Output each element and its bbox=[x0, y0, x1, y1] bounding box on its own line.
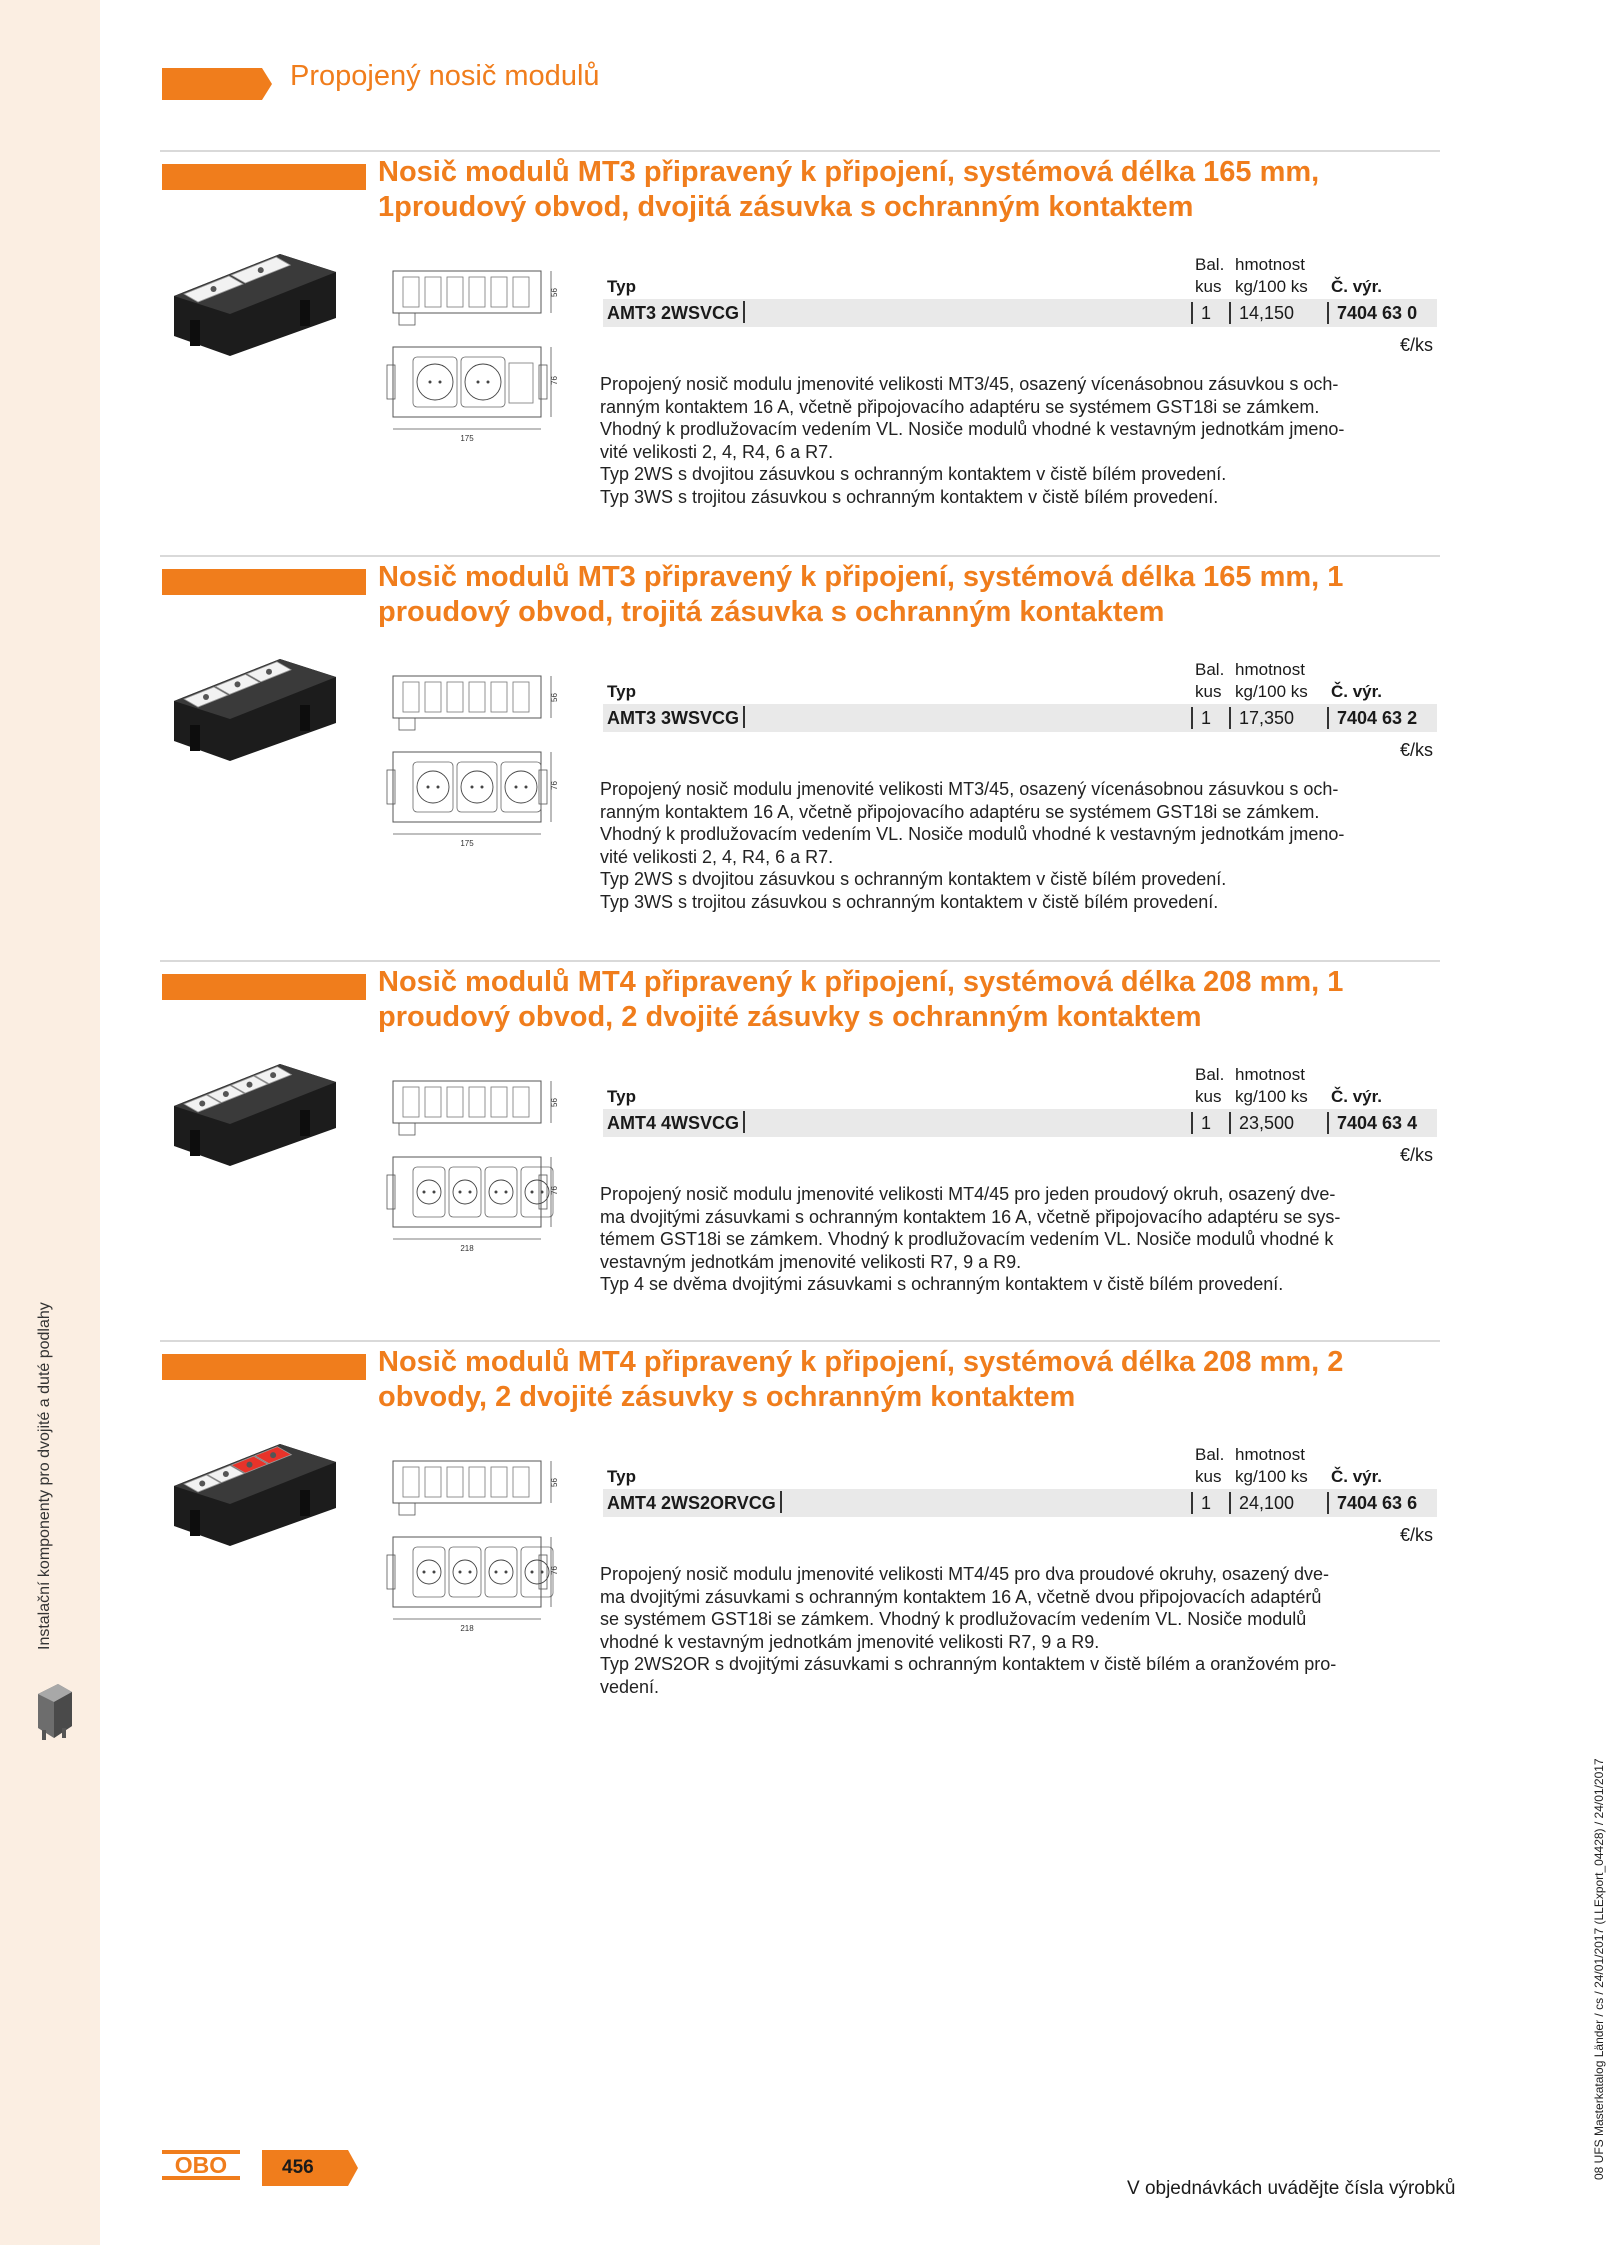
description-line: Propojený nosič modulu jmenovité velikosti MT3/45, osazený vícenásobnou zásuvkou s och- bbox=[600, 374, 1339, 394]
pack-qty: 1 bbox=[1191, 707, 1211, 729]
svg-text:175: 175 bbox=[460, 434, 474, 443]
description-line: Propojený nosič modulu jmenovité velikosti MT3/45, osazený vícenásobnou zásuvkou s och- bbox=[600, 779, 1339, 799]
product-photo bbox=[170, 250, 340, 360]
table-row bbox=[603, 1489, 1437, 1517]
svg-text:76: 76 bbox=[550, 376, 559, 385]
col-header-article: Č. výr. bbox=[1331, 277, 1383, 296]
weight-value: 23,500 bbox=[1229, 1112, 1294, 1134]
pack-qty: 1 bbox=[1191, 302, 1211, 324]
header-arrow-bar bbox=[162, 68, 272, 100]
section-marker-bar bbox=[162, 1354, 366, 1380]
price-unit: €/ks bbox=[1399, 1525, 1433, 1545]
description-line: ranným kontaktem 16 A, včetně připojovacího adaptéru se systémem GST18i se zámkem. bbox=[600, 801, 1320, 822]
description-line: vhodné k vestavným jednotkám jmenovité velikosti R7, 9 a R9. bbox=[600, 1631, 1100, 1652]
col-header-hmotnost: hmotnost bbox=[1235, 255, 1305, 274]
section-marker-bar bbox=[162, 164, 366, 190]
weight-value: 14,150 bbox=[1229, 302, 1294, 324]
svg-text:56: 56 bbox=[550, 693, 559, 702]
col-header-typ: Typ bbox=[607, 682, 636, 701]
description-line: vestavným jednotkám jmenovité velikosti R7, 9 a R9. bbox=[600, 1251, 1022, 1272]
weight-value: 24,100 bbox=[1229, 1492, 1294, 1514]
col-header-kg: kg/100 ks bbox=[1235, 1087, 1308, 1106]
article-number: 7404 63 2 bbox=[1327, 707, 1417, 729]
col-header-kus: kus bbox=[1195, 682, 1222, 701]
svg-text:56: 56 bbox=[550, 1098, 559, 1107]
description-line: vité velikosti 2, 4, R4, 6 a R7. bbox=[600, 846, 834, 867]
product-description bbox=[600, 373, 1440, 508]
obo-logo bbox=[162, 2150, 240, 2180]
section-divider bbox=[160, 555, 1440, 557]
description-line: Vhodný k prodlužovacím vedením VL. Nosiče modulů vhodné k vestavným jednotkám jmeno- bbox=[600, 419, 1345, 439]
table-row bbox=[603, 299, 1437, 327]
product-description bbox=[600, 1563, 1440, 1698]
section-title: Nosič modulů MT4 připravený k připojení, systémová délka 208 mm, 1 proudový obvod, 2 dvojité zásuvky s ochranným kontaktem bbox=[378, 966, 1344, 1033]
section-title: Nosič modulů MT3 připravený k připojení, systémová délka 165 mm, 1proudový obvod, dvojitá zásuvka s ochranným kontaktem bbox=[378, 156, 1320, 223]
table-header bbox=[603, 1445, 1437, 1489]
col-header-hmotnost: hmotnost bbox=[1235, 1445, 1305, 1464]
svg-text:56: 56 bbox=[550, 1478, 559, 1487]
col-header-kg: kg/100 ks bbox=[1235, 682, 1308, 701]
description-line: vité velikosti 2, 4, R4, 6 a R7. bbox=[600, 441, 834, 462]
type-code: AMT3 2WSVCG bbox=[607, 299, 745, 327]
floor-box-icon bbox=[32, 1680, 76, 1746]
col-header-bal: Bal. bbox=[1195, 660, 1225, 679]
section-divider bbox=[160, 1340, 1440, 1342]
table-header bbox=[603, 1065, 1437, 1109]
technical-drawing bbox=[385, 1075, 565, 1265]
table-header bbox=[603, 660, 1437, 704]
table-row bbox=[603, 704, 1437, 732]
section-divider bbox=[160, 150, 1440, 152]
col-header-typ: Typ bbox=[607, 277, 636, 296]
table-row bbox=[603, 1109, 1437, 1137]
col-header-bal: Bal. bbox=[1195, 255, 1225, 274]
article-number: 7404 63 6 bbox=[1327, 1492, 1417, 1514]
pack-qty: 1 bbox=[1191, 1492, 1211, 1514]
article-number: 7404 63 4 bbox=[1327, 1112, 1417, 1134]
section-marker-bar bbox=[162, 569, 366, 595]
type-code: AMT4 4WSVCG bbox=[607, 1109, 745, 1137]
description-line: Typ 2WS s dvojitou zásuvkou s ochranným kontaktem v čistě bílém provedení. bbox=[600, 464, 1227, 484]
price-unit: €/ks bbox=[1399, 740, 1433, 760]
col-header-bal: Bal. bbox=[1195, 1065, 1225, 1084]
svg-text:218: 218 bbox=[460, 1244, 474, 1253]
section-marker-bar bbox=[162, 974, 366, 1000]
description-line: Typ 2WS2OR s dvojitými zásuvkami s ochranným kontaktem v čistě bílém a oranžovém pro- bbox=[600, 1654, 1337, 1674]
product-photo bbox=[170, 1440, 340, 1550]
col-header-article: Č. výr. bbox=[1331, 682, 1383, 701]
description-line: se systémem GST18i se zámkem. Vhodný k prodlužovacím vedením VL. Nosiče modulů bbox=[600, 1609, 1307, 1629]
col-header-hmotnost: hmotnost bbox=[1235, 660, 1305, 679]
type-code: AMT3 3WSVCG bbox=[607, 704, 745, 732]
svg-text:175: 175 bbox=[460, 839, 474, 848]
col-header-kus: kus bbox=[1195, 277, 1222, 296]
side-category-label: Instalační komponenty pro dvojité a duté podlahy bbox=[36, 1302, 53, 1650]
col-header-kus: kus bbox=[1195, 1087, 1222, 1106]
col-header-hmotnost: hmotnost bbox=[1235, 1065, 1305, 1084]
svg-text:OBO: OBO bbox=[174, 2152, 228, 2178]
col-header-article: Č. výr. bbox=[1331, 1087, 1383, 1106]
col-header-bal: Bal. bbox=[1195, 1445, 1225, 1464]
export-meta: 08 UFS Masterkatalog Länder / cs / 24/01/2017 (LLExport_04428) / 24/01/2017 bbox=[1592, 1758, 1606, 2180]
col-header-kus: kus bbox=[1195, 1467, 1222, 1486]
page-title: Propojený nosič modulů bbox=[290, 60, 600, 92]
description-line: Typ 4 se dvěma dvojitými zásuvkami s ochranným kontaktem v čistě bílém provedení. bbox=[600, 1274, 1284, 1294]
table-header bbox=[603, 255, 1437, 299]
price-unit: €/ks bbox=[1399, 1145, 1433, 1165]
description-line: témem GST18i se zámkem. Vhodný k prodlužovacím vedením VL. Nosiče modulů vhodné k bbox=[600, 1229, 1334, 1249]
col-header-kg: kg/100 ks bbox=[1235, 1467, 1308, 1486]
product-table bbox=[603, 255, 1437, 355]
product-description bbox=[600, 1183, 1440, 1296]
article-number: 7404 63 0 bbox=[1327, 302, 1417, 324]
col-header-kg: kg/100 ks bbox=[1235, 277, 1308, 296]
product-table bbox=[603, 1445, 1437, 1545]
product-table bbox=[603, 1065, 1437, 1165]
description-line: Typ 3WS s trojitou zásuvkou s ochranným kontaktem v čistě bílém provedení. bbox=[600, 891, 1219, 912]
page-number: 456 bbox=[282, 2157, 314, 2178]
col-header-typ: Typ bbox=[607, 1467, 636, 1486]
footer-note: V objednávkách uvádějte čísla výrobků bbox=[1127, 2178, 1456, 2199]
product-photo bbox=[170, 1060, 340, 1170]
description-line: ranným kontaktem 16 A, včetně připojovacího adaptéru se systémem GST18i se zámkem. bbox=[600, 396, 1320, 417]
section-title: Nosič modulů MT4 připravený k připojení, systémová délka 208 mm, 2 obvody, 2 dvojité zásuvky s ochranným kontaktem bbox=[378, 1346, 1344, 1413]
product-description bbox=[600, 778, 1440, 913]
svg-text:56: 56 bbox=[550, 288, 559, 297]
description-line: ma dvojitými zásuvkami s ochranným kontaktem 16 A, včetně dvou připojovacích adaptérů bbox=[600, 1586, 1322, 1607]
svg-text:76: 76 bbox=[550, 781, 559, 790]
product-table bbox=[603, 660, 1437, 760]
type-code: AMT4 2WS2ORVCG bbox=[607, 1489, 782, 1517]
technical-drawing bbox=[385, 265, 565, 455]
product-photo bbox=[170, 655, 340, 765]
description-line: Typ 3WS s trojitou zásuvkou s ochranným kontaktem v čistě bílém provedení. bbox=[600, 486, 1219, 507]
description-line: vedení. bbox=[600, 1676, 660, 1697]
description-line: Propojený nosič modulu jmenovité velikosti MT4/45 pro jeden proudový okruh, osazený dve- bbox=[600, 1184, 1336, 1204]
description-line: Typ 2WS s dvojitou zásuvkou s ochranným kontaktem v čistě bílém provedení. bbox=[600, 869, 1227, 889]
svg-text:76: 76 bbox=[550, 1566, 559, 1575]
col-header-article: Č. výr. bbox=[1331, 1467, 1383, 1486]
col-header-typ: Typ bbox=[607, 1087, 636, 1106]
svg-text:76: 76 bbox=[550, 1186, 559, 1195]
technical-drawing bbox=[385, 670, 565, 860]
technical-drawing bbox=[385, 1455, 565, 1645]
svg-text:218: 218 bbox=[460, 1624, 474, 1633]
description-line: Vhodný k prodlužovacím vedením VL. Nosiče modulů vhodné k vestavným jednotkám jmeno- bbox=[600, 824, 1345, 844]
price-unit: €/ks bbox=[1399, 335, 1433, 355]
side-strip bbox=[0, 0, 100, 2245]
description-line: ma dvojitými zásuvkami s ochranným kontaktem 16 A, včetně připojovacího adaptéru se sys- bbox=[600, 1206, 1341, 1227]
section-divider bbox=[160, 960, 1440, 962]
pack-qty: 1 bbox=[1191, 1112, 1211, 1134]
description-line: Propojený nosič modulu jmenovité velikosti MT4/45 pro dva proudové okruhy, osazený dve- bbox=[600, 1564, 1330, 1584]
weight-value: 17,350 bbox=[1229, 707, 1294, 729]
section-title: Nosič modulů MT3 připravený k připojení, systémová délka 165 mm, 1 proudový obvod, trojitá zásuvka s ochranným kontaktem bbox=[378, 561, 1344, 628]
